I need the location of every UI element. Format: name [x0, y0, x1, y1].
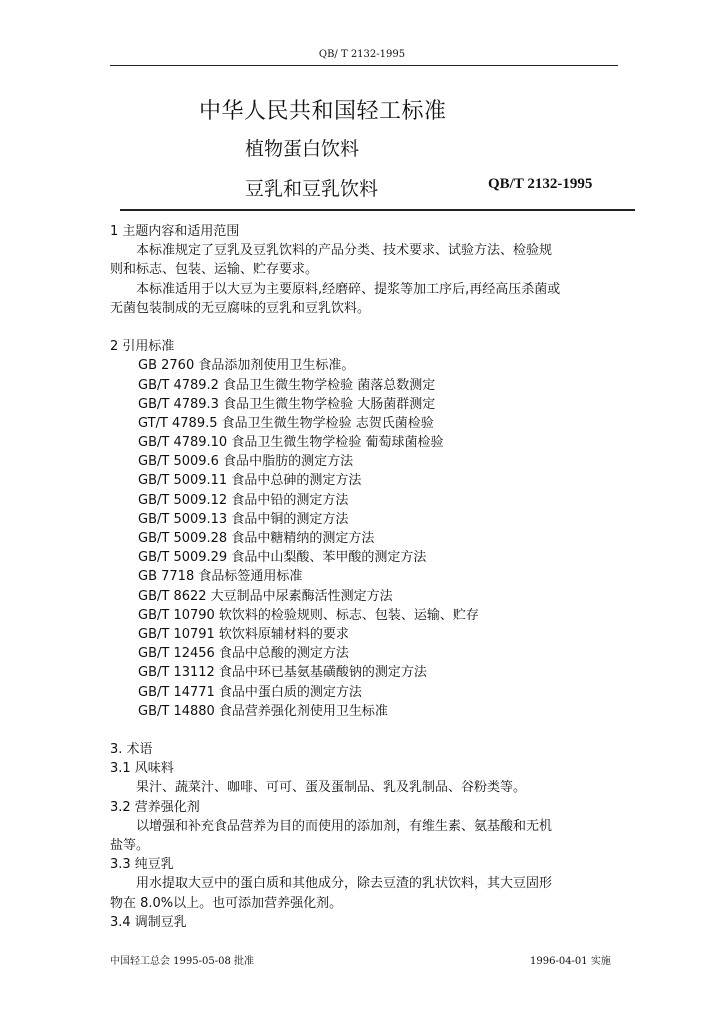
- referenced-standard: GB/T 5009.11 食品中总砷的测定方法: [138, 473, 362, 489]
- referenced-standard: GB/T 5009.12 食品中铅的测定方法: [138, 492, 349, 508]
- referenced-standard: GB/T 14880 食品营养强化剂使用卫生标准: [138, 703, 388, 719]
- paragraph-line: 无菌包装制成的无豆腐味的豆乳和豆乳饮料。: [110, 300, 371, 316]
- referenced-standard: GB 7718 食品标签通用标准: [138, 569, 303, 585]
- referenced-standard: GB/T 4789.3 食品卫生微生物学检验 大肠菌群测定: [138, 396, 436, 412]
- referenced-standard: GB/T 4789.10 食品卫生微生物学检验 葡萄球菌检验: [138, 435, 444, 451]
- document-subtitle-category: 植物蛋白饮料: [245, 138, 360, 160]
- referenced-standard: GB/T 5009.13 食品中铜的测定方法: [138, 511, 349, 527]
- paragraph-line: 3.3 纯豆乳: [110, 857, 174, 873]
- referenced-standard: GB/T 4789.2 食品卫生微生物学检验 菌落总数测定: [138, 377, 436, 393]
- paragraph-line: 则和标志、包装、运输、贮存要求。: [110, 262, 319, 278]
- header-standard-code: QB/ T 2132-1995: [318, 49, 406, 60]
- referenced-standard: GB/T 8622 大豆制品中尿素酶活性测定方法: [138, 588, 393, 604]
- document-body: [110, 222, 630, 932]
- section-spacer: [110, 721, 630, 740]
- section-heading: 1 主题内容和适用范围: [110, 224, 240, 239]
- paragraph-line: 以增强和补充食品营养为目的而使用的添加剂，有维生素、氨基酸和无机: [136, 818, 553, 834]
- document-subtitle-product: 豆乳和豆乳饮料: [245, 178, 379, 200]
- title-divider: [120, 209, 635, 211]
- referenced-standard: GB/T 5009.29 食品中山梨酸、苯甲酸的测定方法: [138, 550, 427, 566]
- paragraph-line: 盐等。: [110, 838, 150, 853]
- paragraph-line: 本标准适用于以大豆为主要原料,经磨碎、提浆等加工序后,再经高压杀菌或: [136, 281, 561, 297]
- approval-date: 中国轻工总会 1995-05-08 批准: [110, 956, 255, 967]
- paragraph-line: 3.4 调制豆乳: [110, 914, 187, 930]
- referenced-standard: GB/T 13112 食品中环已基氨基磺酸钠的测定方法: [138, 665, 427, 681]
- paragraph-line: 物在 8.0%以上。也可添加营养强化剂。: [110, 895, 343, 911]
- section-heading: 2 引用标准: [110, 339, 175, 355]
- referenced-standard: GB/T 5009.28 食品中糖精纳的测定方法: [138, 531, 375, 546]
- paragraph-line: 3.2 营养强化剂: [110, 799, 200, 815]
- referenced-standard: GB/T 10791 软饮料原辅材料的要求: [138, 626, 349, 642]
- section-heading: 3. 术语: [110, 742, 153, 758]
- section-spacer: [110, 318, 630, 337]
- title-standard-code: QB/T 2132-1995: [488, 176, 593, 192]
- referenced-standard: GB/T 5009.6 食品中脂肪的测定方法: [138, 454, 354, 470]
- referenced-standard: GB/T 12456 食品中总酸的测定方法: [138, 646, 349, 662]
- effective-date: 1996-04-01 实施: [530, 956, 611, 967]
- paragraph-line: 3.1 风味料: [110, 761, 174, 777]
- referenced-standard: GT/T 4789.5 食品卫生微生物学检验 志贺氏菌检验: [138, 415, 434, 431]
- referenced-standard: GB 2760 食品添加剂使用卫生标准。: [138, 358, 355, 374]
- paragraph-line: 用水提取大豆中的蛋白质和其他成分，除去豆渣的乳状饮料，其大豆固形: [136, 876, 553, 892]
- paragraph-line: 本标准规定了豆乳及豆乳饮料的产品分类、技术要求、试验方法、检验规: [136, 243, 553, 259]
- document-title: 中华人民共和国轻工标准: [199, 99, 447, 124]
- referenced-standard: GB/T 10790 软饮料的检验规则、标志、包装、运输、贮存: [138, 607, 479, 623]
- referenced-standard: GB/T 14771 食品中蛋白质的测定方法: [138, 684, 362, 700]
- header-divider: [110, 65, 618, 66]
- paragraph-line: 果汁、蔬菜汁、咖啡、可可、蛋及蛋制品、乳及乳制品、谷粉类等。: [136, 780, 527, 796]
